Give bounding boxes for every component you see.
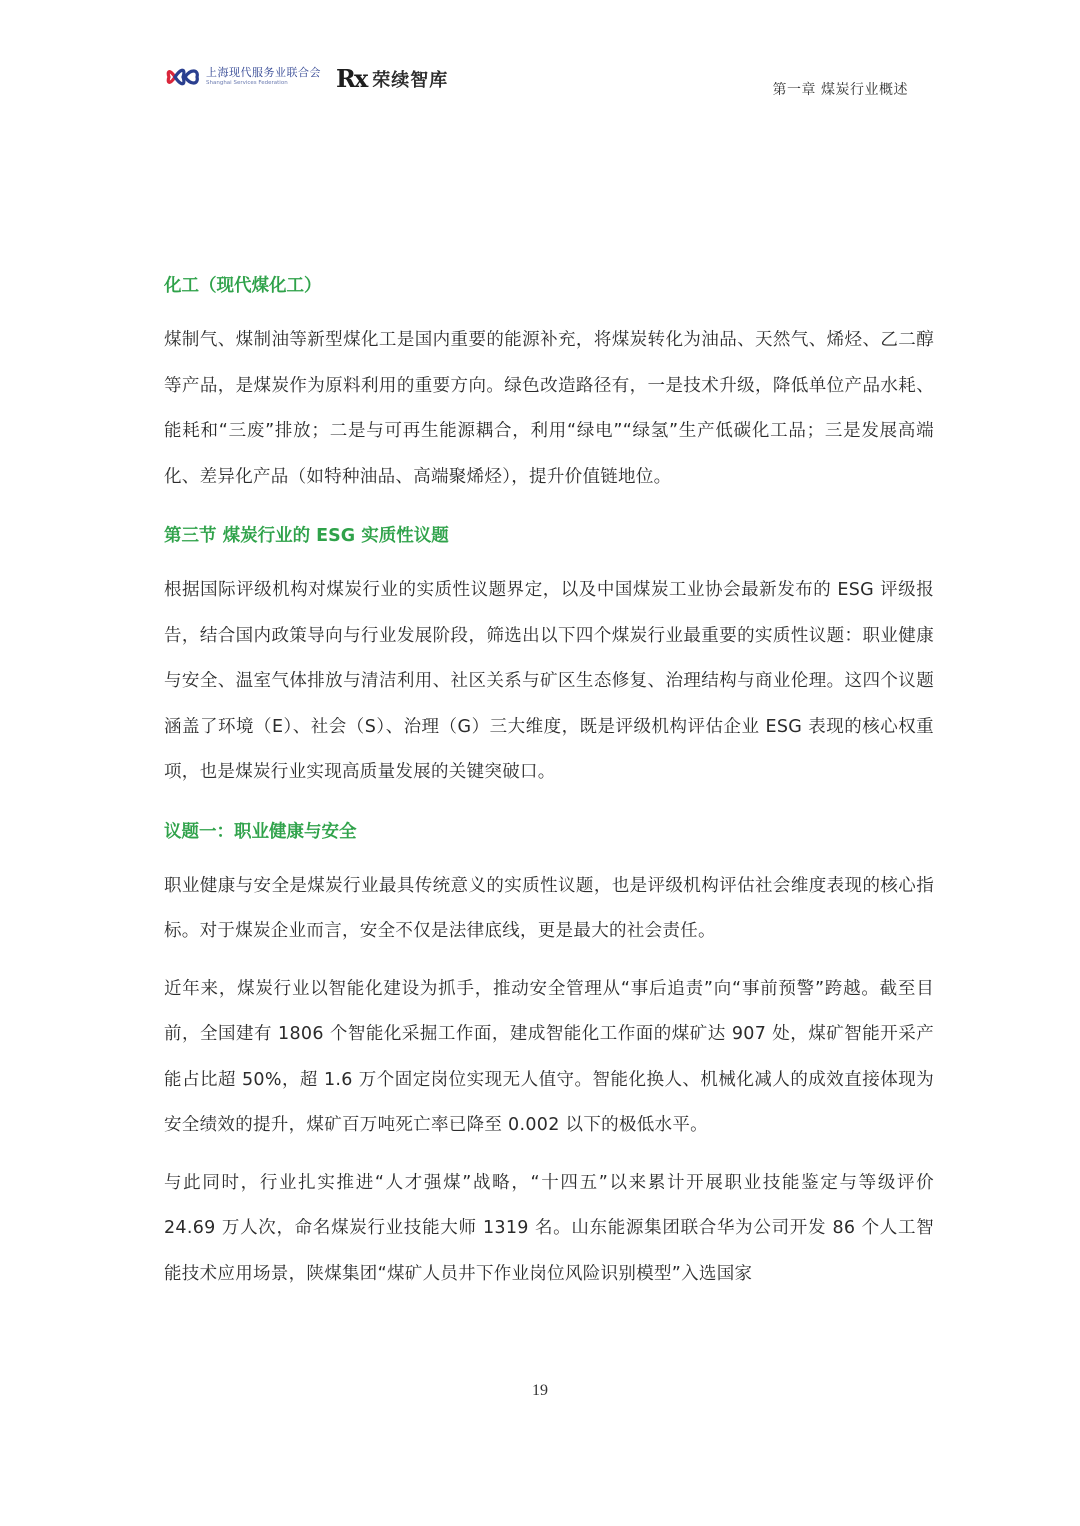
paragraph-intelligent-mining: 近年来，煤炭行业以智能化建设为抓手，推动安全管理从“事后追责”向“事前预警”跨越。截至目前，全国建有 1806 个智能化采掘工作面，建成智能化工作面的煤矿达 907 处，煤矿智能开采产能占比超 50%，超 1.6 万个固定岗位实现无人值守。智能化换人、机械化减人的成效直接体现为安全绩效的提升，煤矿百万吨死亡率已降至 0.002 以下的极低水平。 [164,978,934,1135]
heading-chemical-industry: 化工（现代煤化工） [164,276,322,296]
paragraph-chemical-industry: 煤制气、煤制油等新型煤化工是国内重要的能源补充，将煤炭转化为油品、天然气、烯烃、乙二醇等产品，是煤炭作为原料利用的重要方向。绿色改造路径有，一是技术升级，降低单位产品水耗、能耗和“三废”排放；二是与可再生能源耦合，利用“绿电”“绿氢”生产低碳化工品；三是发展高端化、差异化产品（如特种油品、高端聚烯烃），提升价值链地位。 [164,330,934,487]
federation-name-en: Shanghai Services Federation [206,80,288,87]
federation-name-cn: 上海现代服务业联合会 [206,66,321,80]
page-header [0,0,1080,120]
paragraph-occupational-safety: 职业健康与安全是煤炭行业最具传统意义的实质性议题，也是评级机构评估社会维度表现的核心指标。对于煤炭企业而言，安全不仅是法律底线，更是最大的社会责任。 [164,875,934,941]
heading-section-three: 第三节 煤炭行业的 ESG 实质性议题 [164,526,449,546]
rongxu-logo-mark: Rx [336,64,367,93]
page-number: 19 [532,1382,548,1399]
heading-issue-one: 议题一：职业健康与安全 [164,821,357,842]
rongxu-logo [336,64,448,93]
federation-logo [166,64,321,90]
paragraph-talent-strategy: 与此同时，行业扎实推进“人才强煤”战略，“十四五”以来累计开展职业技能鉴定与等级评价 24.69 万人次，命名煤炭行业技能大师 1319 名。山东能源集团联合华为公司开发 86 个人工智能技术应用场景，陕煤集团“煤矿人员井下作业岗位风险识别模型”入选国家 [164,1172,934,1284]
federation-logo-icon [166,64,200,90]
chapter-title: 第一章 煤炭行业概述 [772,82,908,98]
page-content [164,262,934,1297]
paragraph-esg-issues: 根据国际评级机构对煤炭行业的实质性议题界定，以及中国煤炭工业协会最新发布的 ESG 评级报告，结合国内政策导向与行业发展阶段，筛选出以下四个煤炭行业最重要的实质性议题：职业健康与安全、温室气体排放与清洁利用、社区关系与矿区生态修复、治理结构与商业伦理。这四个议题涵盖了环境（E）、社会（S）、治理（G）三大维度，既是评级机构评估企业 ESG 表现的核心权重项，也是煤炭行业实现高质量发展的关键突破口。 [164,580,934,782]
rongxu-name: 荣续智库 [372,69,449,91]
